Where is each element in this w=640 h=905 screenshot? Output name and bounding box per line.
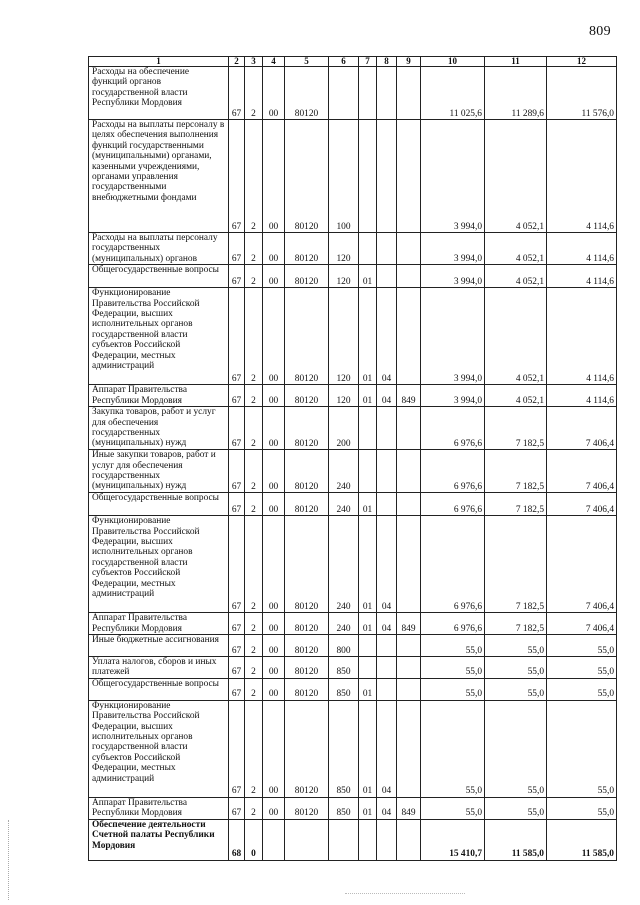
code-section (359, 407, 377, 450)
code-direction: 80120 (285, 67, 329, 120)
amount-year-1: 55,0 (421, 657, 485, 679)
code-direction: 80120 (285, 120, 329, 233)
code-program: 2 (245, 450, 263, 493)
code-subprogram: 00 (263, 493, 285, 516)
code-subsection (377, 233, 397, 265)
code-direction: 80120 (285, 493, 329, 516)
amount-year-3: 7 406,4 (547, 493, 617, 516)
row-name: Иные бюджетные ассигнования (89, 635, 229, 657)
code-section (359, 450, 377, 493)
code-subprogram: 00 (263, 385, 285, 407)
code-expense-type: 120 (329, 385, 359, 407)
amount-year-2: 11 585,0 (485, 819, 547, 860)
code-subprogram (263, 819, 285, 860)
column-header: 5 (285, 57, 329, 67)
code-expense-type: 800 (329, 635, 359, 657)
amount-year-1: 6 976,6 (421, 493, 485, 516)
amount-year-3: 55,0 (547, 657, 617, 679)
table-row (89, 819, 617, 860)
amount-year-1: 55,0 (421, 635, 485, 657)
code-program: 2 (245, 233, 263, 265)
amount-year-2: 7 182,5 (485, 516, 547, 613)
code-program: 2 (245, 493, 263, 516)
column-header: 3 (245, 57, 263, 67)
code-section: 01 (359, 700, 377, 797)
code-chapter: 68 (229, 819, 245, 860)
table-body (89, 67, 617, 861)
amount-year-2: 7 182,5 (485, 450, 547, 493)
code-direction: 80120 (285, 288, 329, 385)
code-subsection: 04 (377, 797, 397, 819)
table-row (89, 613, 617, 635)
column-header: 7 (359, 57, 377, 67)
amount-year-1: 11 025,6 (421, 67, 485, 120)
amount-year-3: 55,0 (547, 678, 617, 700)
code-ministry (397, 516, 421, 613)
code-chapter: 67 (229, 385, 245, 407)
column-header: 11 (485, 57, 547, 67)
amount-year-1: 3 994,0 (421, 120, 485, 233)
code-subsection: 04 (377, 288, 397, 385)
code-ministry: 849 (397, 385, 421, 407)
amount-year-1: 15 410,7 (421, 819, 485, 860)
scan-margin-artifact (8, 820, 11, 900)
amount-year-1: 3 994,0 (421, 385, 485, 407)
code-subprogram: 00 (263, 67, 285, 120)
row-name: Общегосударственные вопросы (89, 265, 229, 288)
table-row (89, 657, 617, 679)
code-expense-type: 100 (329, 120, 359, 233)
code-subsection (377, 635, 397, 657)
amount-year-3: 7 406,4 (547, 450, 617, 493)
code-direction: 80120 (285, 407, 329, 450)
code-section: 01 (359, 797, 377, 819)
table-row (89, 700, 617, 797)
code-section: 01 (359, 516, 377, 613)
row-name: Общегосударственные вопросы (89, 678, 229, 700)
column-header: 9 (397, 57, 421, 67)
code-direction: 80120 (285, 450, 329, 493)
code-subprogram: 00 (263, 265, 285, 288)
column-header: 1 (89, 57, 229, 67)
code-chapter: 67 (229, 265, 245, 288)
row-name: Функционирование Правительства Российской Федерации, высших исполнительных органов государственной власти субъектов Российской Федерации, местных администраций (89, 288, 229, 385)
table-row (89, 385, 617, 407)
code-ministry: 849 (397, 613, 421, 635)
code-direction: 80120 (285, 516, 329, 613)
code-section: 01 (359, 493, 377, 516)
amount-year-2: 4 052,1 (485, 288, 547, 385)
code-ministry (397, 288, 421, 385)
code-program: 2 (245, 67, 263, 120)
code-program: 2 (245, 635, 263, 657)
row-name: Аппарат Правительства Республики Мордовия (89, 385, 229, 407)
column-header: 4 (263, 57, 285, 67)
code-ministry (397, 678, 421, 700)
code-subprogram: 00 (263, 516, 285, 613)
code-chapter: 67 (229, 516, 245, 613)
amount-year-2: 7 182,5 (485, 493, 547, 516)
code-direction: 80120 (285, 657, 329, 679)
code-expense-type: 240 (329, 516, 359, 613)
amount-year-2: 4 052,1 (485, 385, 547, 407)
code-section: 01 (359, 385, 377, 407)
code-expense-type: 850 (329, 797, 359, 819)
code-expense-type: 240 (329, 493, 359, 516)
amount-year-2: 4 052,1 (485, 120, 547, 233)
code-program: 2 (245, 516, 263, 613)
code-ministry (397, 233, 421, 265)
code-section: 01 (359, 678, 377, 700)
code-section: 01 (359, 288, 377, 385)
amount-year-1: 3 994,0 (421, 233, 485, 265)
code-ministry (397, 819, 421, 860)
code-subsection: 04 (377, 385, 397, 407)
code-direction: 80120 (285, 385, 329, 407)
amount-year-2: 55,0 (485, 635, 547, 657)
code-subsection: 04 (377, 700, 397, 797)
code-subsection: 04 (377, 516, 397, 613)
amount-year-2: 55,0 (485, 797, 547, 819)
code-expense-type: 120 (329, 265, 359, 288)
code-subsection (377, 265, 397, 288)
code-expense-type: 240 (329, 450, 359, 493)
code-chapter: 67 (229, 493, 245, 516)
code-subprogram: 00 (263, 288, 285, 385)
row-name: Уплата налогов, сборов и иных платежей (89, 657, 229, 679)
code-subsection (377, 657, 397, 679)
amount-year-1: 55,0 (421, 678, 485, 700)
code-program: 2 (245, 700, 263, 797)
amount-year-1: 55,0 (421, 700, 485, 797)
row-name: Общегосударственные вопросы (89, 493, 229, 516)
code-ministry (397, 450, 421, 493)
column-header: 6 (329, 57, 359, 67)
code-subprogram: 00 (263, 613, 285, 635)
code-chapter: 67 (229, 635, 245, 657)
amount-year-2: 55,0 (485, 657, 547, 679)
code-program: 2 (245, 265, 263, 288)
code-direction: 80120 (285, 797, 329, 819)
amount-year-1: 3 994,0 (421, 288, 485, 385)
code-ministry (397, 120, 421, 233)
code-program: 2 (245, 120, 263, 233)
amount-year-2: 4 052,1 (485, 233, 547, 265)
code-program: 2 (245, 288, 263, 385)
amount-year-3: 4 114,6 (547, 265, 617, 288)
amount-year-1: 6 976,6 (421, 516, 485, 613)
row-name: Аппарат Правительства Республики Мордовия (89, 613, 229, 635)
code-section (359, 635, 377, 657)
code-program: 2 (245, 678, 263, 700)
code-section (359, 819, 377, 860)
code-program: 2 (245, 407, 263, 450)
amount-year-2: 7 182,5 (485, 407, 547, 450)
amount-year-3: 4 114,6 (547, 288, 617, 385)
column-header: 10 (421, 57, 485, 67)
code-direction: 80120 (285, 635, 329, 657)
row-name: Расходы на обеспечение функций органов государственной власти Республики Мордовия (89, 67, 229, 120)
amount-year-3: 11 576,0 (547, 67, 617, 120)
code-subsection (377, 450, 397, 493)
budget-table (88, 56, 617, 861)
table-row (89, 265, 617, 288)
code-chapter: 67 (229, 700, 245, 797)
column-header: 2 (229, 57, 245, 67)
row-name: Иные закупки товаров, работ и услуг для обеспечения государственных (муниципальных) нужд (89, 450, 229, 493)
amount-year-3: 55,0 (547, 700, 617, 797)
amount-year-2: 4 052,1 (485, 265, 547, 288)
code-expense-type: 200 (329, 407, 359, 450)
table-row (89, 450, 617, 493)
code-subsection: 04 (377, 613, 397, 635)
code-ministry (397, 265, 421, 288)
table-row (89, 635, 617, 657)
table-row (89, 516, 617, 613)
amount-year-1: 3 994,0 (421, 265, 485, 288)
row-name: Функционирование Правительства Российской Федерации, высших исполнительных органов государственной власти субъектов Российской Федерации, местных администраций (89, 700, 229, 797)
code-direction (285, 819, 329, 860)
code-direction: 80120 (285, 613, 329, 635)
code-section (359, 233, 377, 265)
code-chapter: 67 (229, 613, 245, 635)
amount-year-2: 55,0 (485, 700, 547, 797)
code-chapter: 67 (229, 450, 245, 493)
code-ministry: 849 (397, 797, 421, 819)
row-name: Обеспечение деятельности Счетной палаты Республики Мордовия (89, 819, 229, 860)
amount-year-2: 7 182,5 (485, 613, 547, 635)
table-row (89, 120, 617, 233)
code-program: 0 (245, 819, 263, 860)
code-subprogram: 00 (263, 635, 285, 657)
code-subprogram: 00 (263, 678, 285, 700)
row-name: Функционирование Правительства Российской Федерации, высших исполнительных органов государственной власти субъектов Российской Федерации, местных администраций (89, 516, 229, 613)
table-row (89, 797, 617, 819)
code-chapter: 67 (229, 797, 245, 819)
header-row (89, 57, 617, 67)
code-direction: 80120 (285, 700, 329, 797)
code-subsection (377, 67, 397, 120)
scan-bottom-artifact (345, 893, 465, 895)
table-row (89, 288, 617, 385)
code-ministry (397, 407, 421, 450)
code-expense-type (329, 819, 359, 860)
code-expense-type: 120 (329, 233, 359, 265)
amount-year-1: 55,0 (421, 797, 485, 819)
code-subprogram: 00 (263, 450, 285, 493)
code-section (359, 67, 377, 120)
code-expense-type: 850 (329, 657, 359, 679)
code-section: 01 (359, 265, 377, 288)
amount-year-3: 7 406,4 (547, 407, 617, 450)
column-header: 12 (547, 57, 617, 67)
page-number: 809 (589, 24, 611, 39)
amount-year-3: 7 406,4 (547, 516, 617, 613)
code-program: 2 (245, 613, 263, 635)
row-name: Закупка товаров, работ и услуг для обеспечения государственных (муниципальных) нужд (89, 407, 229, 450)
amount-year-3: 55,0 (547, 635, 617, 657)
code-expense-type: 240 (329, 613, 359, 635)
code-direction: 80120 (285, 678, 329, 700)
code-chapter: 67 (229, 657, 245, 679)
column-header: 8 (377, 57, 397, 67)
code-subsection (377, 407, 397, 450)
code-subprogram: 00 (263, 407, 285, 450)
amount-year-3: 7 406,4 (547, 613, 617, 635)
amount-year-3: 55,0 (547, 797, 617, 819)
amount-year-1: 6 976,6 (421, 407, 485, 450)
code-program: 2 (245, 657, 263, 679)
amount-year-3: 4 114,6 (547, 120, 617, 233)
table-row (89, 678, 617, 700)
table-row (89, 67, 617, 120)
code-expense-type: 850 (329, 678, 359, 700)
code-subsection (377, 120, 397, 233)
code-expense-type: 850 (329, 700, 359, 797)
code-subsection (377, 678, 397, 700)
code-subsection (377, 819, 397, 860)
table-row (89, 493, 617, 516)
code-ministry (397, 493, 421, 516)
code-ministry (397, 635, 421, 657)
table-row (89, 233, 617, 265)
row-name: Расходы на выплаты персоналу в целях обеспечения выполнения функций государственными (муниципальными) органами, казенными учреждениями, органами управления государственными внебюджетными фондами (89, 120, 229, 233)
amount-year-2: 55,0 (485, 678, 547, 700)
amount-year-3: 4 114,6 (547, 385, 617, 407)
code-chapter: 67 (229, 67, 245, 120)
code-program: 2 (245, 797, 263, 819)
code-chapter: 67 (229, 288, 245, 385)
row-name: Расходы на выплаты персоналу государственных (муниципальных) органов (89, 233, 229, 265)
amount-year-2: 11 289,6 (485, 67, 547, 120)
code-program: 2 (245, 385, 263, 407)
amount-year-3: 4 114,6 (547, 233, 617, 265)
row-name: Аппарат Правительства Республики Мордовия (89, 797, 229, 819)
code-ministry (397, 67, 421, 120)
amount-year-1: 6 976,6 (421, 613, 485, 635)
code-subsection (377, 493, 397, 516)
code-expense-type (329, 67, 359, 120)
code-chapter: 67 (229, 678, 245, 700)
code-section: 01 (359, 613, 377, 635)
code-ministry (397, 700, 421, 797)
amount-year-1: 6 976,6 (421, 450, 485, 493)
code-direction: 80120 (285, 233, 329, 265)
code-subprogram: 00 (263, 797, 285, 819)
code-chapter: 67 (229, 233, 245, 265)
code-section (359, 120, 377, 233)
amount-year-3: 11 585,0 (547, 819, 617, 860)
code-subprogram: 00 (263, 120, 285, 233)
code-direction: 80120 (285, 265, 329, 288)
code-subprogram: 00 (263, 700, 285, 797)
table-row (89, 407, 617, 450)
code-subprogram: 00 (263, 657, 285, 679)
code-subprogram: 00 (263, 233, 285, 265)
code-chapter: 67 (229, 407, 245, 450)
code-section (359, 657, 377, 679)
code-chapter: 67 (229, 120, 245, 233)
code-ministry (397, 657, 421, 679)
code-expense-type: 120 (329, 288, 359, 385)
